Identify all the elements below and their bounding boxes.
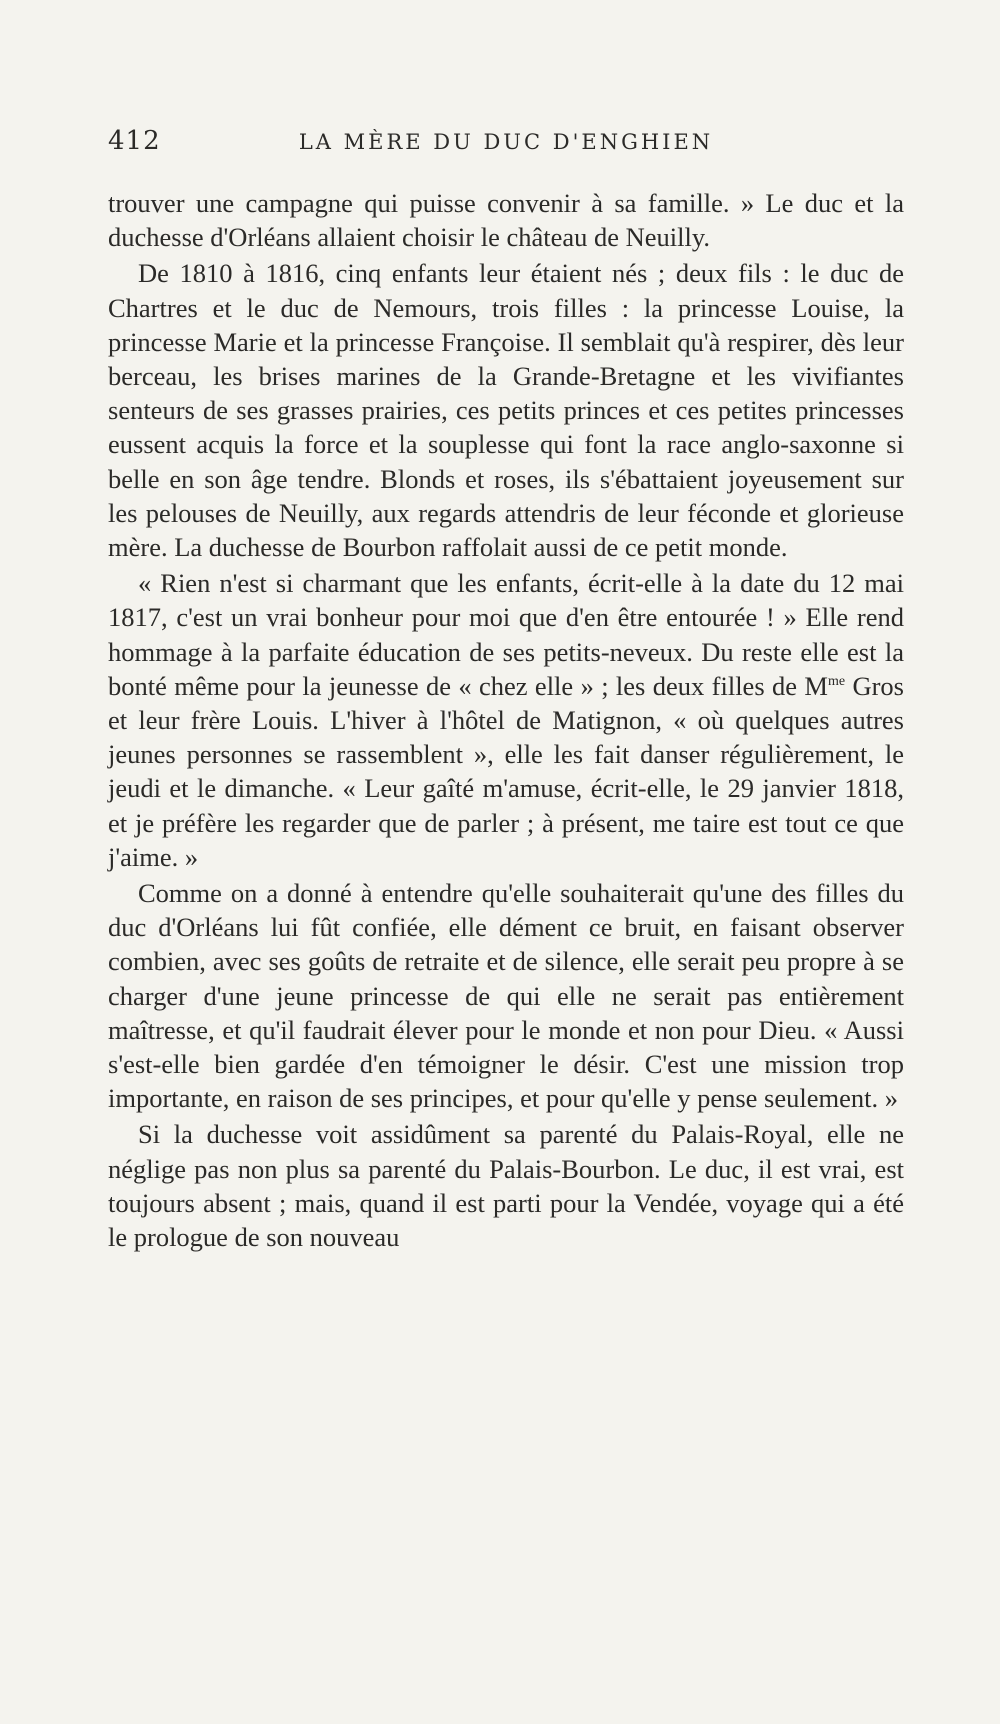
paragraph-4: Comme on a donné à entendre qu'elle souhaiterait qu'une des filles du duc d'Orléans lui fût confiée, elle dément ce bruit, en faisant observer combien, avec ses goûts de retraite et de silence, elle serait peu propre à se charger d'une jeune princesse de qui elle ne serait pas entièrement maîtresse, et qu'il faudrait élever pour le monde et non pour Dieu. « Aussi s'est-elle bien gardée d'en témoigner le désir. C'est une mission trop importante, en raison de ses principes, et pour qu'elle y pense seulement. » [108,878,904,1114]
paragraph-3 [108,566,904,874]
paragraph-1: trouver une campagne qui puisse convenir à sa famille. » Le duc et la duchesse d'Orléans allaient choisir le château de Neuilly. [108,188,904,253]
body-text [108,186,904,1256]
paragraph-5: Si la duchesse voit assidûment sa parenté du Palais-Royal, elle ne néglige pas non plus sa parenté du Palais-Bourbon. Le duc, il est vrai, est toujours absent ; mais, quand il est parti pour la Vendée, voyage qui a été le prologue de son nouveau [108,1119,904,1253]
running-title: LA MÈRE DU DUC D'ENGHIEN [298,130,714,154]
paragraph-3-part-a: « Rien n'est si charmant que les enfants, écrit-elle à la date du 12 mai 1817, c'est un vrai bonheur pour moi que d'en être entourée ! » Elle rend hommage à la parfaite éducation de ses petits-neveux. Du reste elle est la bonté même pour la jeunesse de « chez elle » ; les deux filles de M [108,568,904,701]
madame-superscript: me [827,673,846,689]
paragraph-2: De 1810 à 1816, cinq enfants leur étaient nés ; deux fils : le duc de Chartres et le duc de Nemours, trois filles : la princesse Louise, la princesse Marie et la princesse Françoise. Il semblait qu'à respirer, dès leur berceau, les brises marines de la Grande-Bretagne et les vivifiantes senteurs de ses grasses prairies, ces petits princes et ces petites princesses eussent acquis la force et la souplesse qui font la race anglo-saxonne si belle en son âge tendre. Blonds et roses, ils s'ébattaient joyeusement sur les pelouses de Neuilly, aux regards attendris de leur féconde et glorieuse mère. La duchesse de Bourbon raffolait aussi de ce petit monde. [108,258,904,563]
page-number: 412 [108,126,161,156]
paragraph-3-part-b: Gros et leur frère Louis. L'hiver à l'hôtel de Matignon, « où quelques autres jeunes personnes se rassemblent », elle les fait danser régulièrement, le jeudi et le dimanche. « Leur gaîté m'amuse, écrit-elle, le 29 janvier 1818, et je préfère les regarder que de parler ; à présent, me taire est tout ce que j'aime. » [108,670,904,872]
page-header [108,126,904,166]
